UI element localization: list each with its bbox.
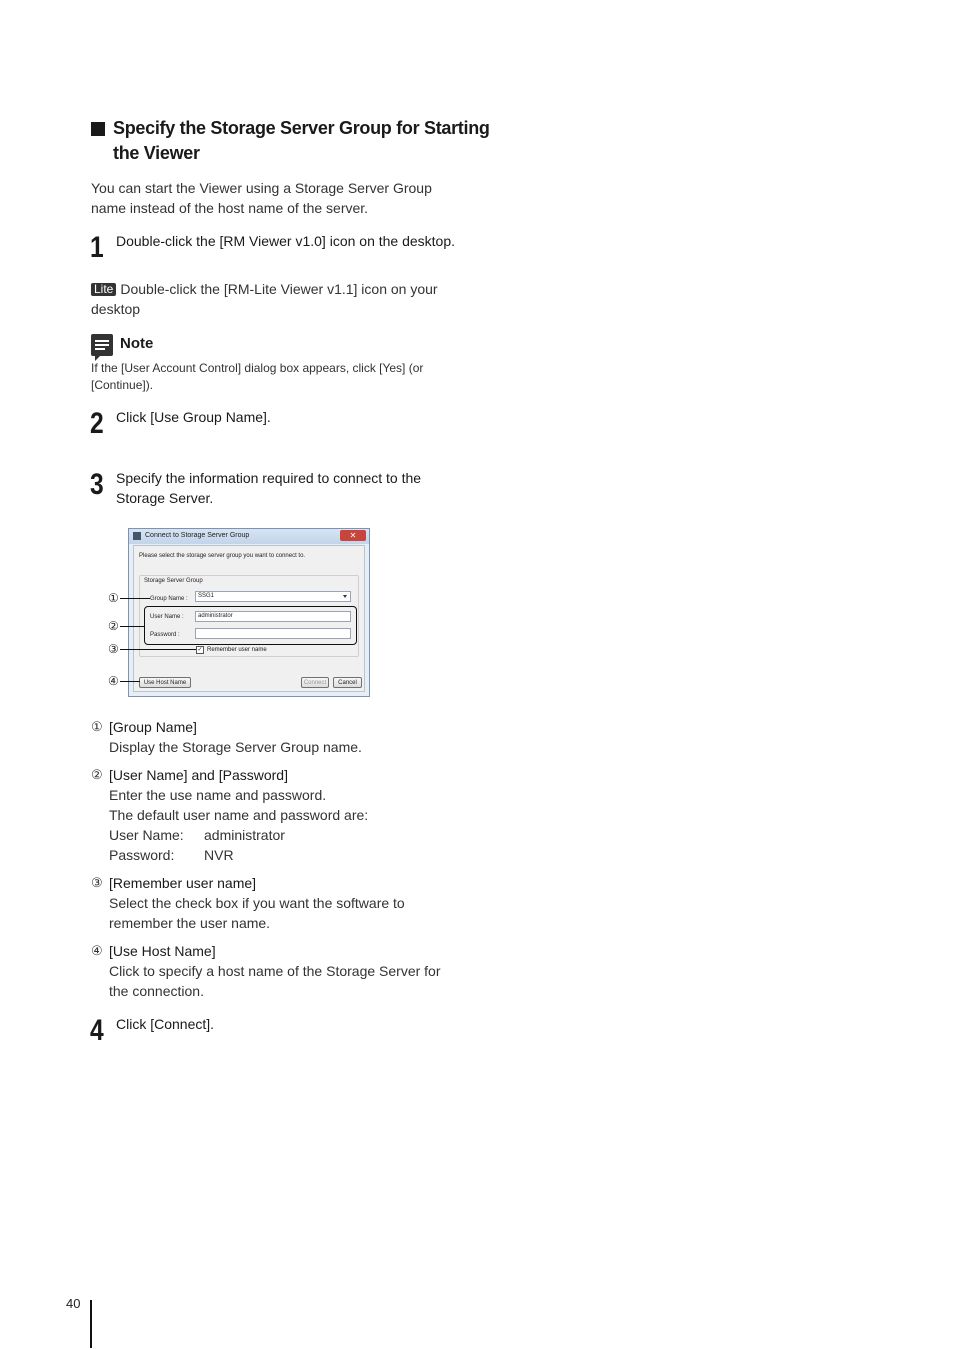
group-name-select[interactable] [195, 591, 351, 602]
page-rule [90, 1300, 92, 1348]
server-group-label: Storage Server Group [144, 578, 203, 584]
step-3-text [116, 468, 421, 508]
default-password-key: Password: [109, 847, 175, 863]
lite-badge: Lite [91, 283, 116, 296]
group-name-label: Group Name : [150, 596, 188, 602]
dropdown-arrow-icon [343, 595, 347, 598]
item-2-title: [User Name] and [Password] [109, 767, 288, 783]
dialog-titlebar [129, 529, 369, 544]
user-name-label: User Name : [150, 614, 184, 620]
callout-2: ② [108, 619, 119, 633]
item-3-title: [Remember user name] [109, 875, 257, 891]
section-heading [91, 116, 491, 166]
app-icon [133, 532, 141, 540]
heading-square-bullet [91, 122, 105, 136]
default-user-value: administrator [204, 827, 285, 843]
step-1-number: 1 [90, 231, 104, 264]
lite-paragraph [91, 279, 471, 319]
default-password-value: NVR [204, 847, 234, 863]
item-4-number: ④ [91, 943, 103, 958]
item-3 [91, 873, 471, 933]
step-4-number: 4 [90, 1014, 104, 1047]
callout-4: ④ [108, 674, 119, 688]
group-name-value: SSG1 [198, 593, 215, 599]
callout-1-line [120, 598, 150, 599]
default-user-row [109, 825, 471, 845]
credentials-highlight [144, 606, 357, 645]
intro-line-2: name instead of the host name of the server. [91, 200, 369, 216]
item-3-number: ③ [91, 875, 103, 890]
note-line-2: [Continue]). [91, 378, 154, 392]
intro-line-1: You can start the Viewer using a Storage Server Group [91, 180, 432, 196]
dialog-instruction: Please select the storage server group you want to connect to. [139, 553, 306, 559]
item-4-title: [Use Host Name] [109, 943, 216, 959]
item-3-line-2: remember the user name. [109, 915, 271, 931]
item-2-number: ② [91, 767, 103, 782]
item-4 [91, 941, 471, 1001]
note-title: Note [120, 335, 154, 352]
default-password-row [109, 845, 471, 865]
item-2-line-2: The default user name and password are: [109, 807, 369, 823]
user-name-input[interactable]: administrator [195, 611, 351, 622]
close-icon[interactable]: ✕ [340, 530, 366, 541]
dialog-title: Connect to Storage Server Group [145, 532, 250, 539]
item-1-number: ① [91, 719, 103, 734]
connect-button[interactable]: Connect [301, 677, 329, 688]
remember-label: Remember user name [207, 647, 267, 653]
cancel-button[interactable]: Cancel [333, 677, 362, 688]
callout-3: ③ [108, 642, 119, 656]
item-4-line-1: Click to specify a host name of the Storage Server for [109, 963, 441, 979]
step-2-text: Click [Use Group Name]. [116, 409, 271, 425]
note-icon [91, 334, 113, 356]
default-user-key: User Name: [109, 827, 184, 843]
heading-line-1: Specify the Storage Server Group for Starting [113, 118, 490, 138]
callout-1: ① [108, 591, 119, 605]
callout-4-line [120, 681, 140, 682]
item-1-line-1: Display the Storage Server Group name. [109, 739, 362, 755]
remember-checkbox[interactable]: ✓ [197, 647, 203, 653]
note-body [91, 360, 423, 394]
step-1-text: Double-click the [RM Viewer v1.0] icon on the desktop. [116, 233, 456, 249]
step-3-number: 3 [90, 468, 104, 501]
step-3-line-2: Storage Server. [116, 490, 214, 506]
callout-3-line [120, 649, 196, 650]
step-3-line-1: Specify the information required to connect to the [116, 470, 422, 486]
item-3-line-1: Select the check box if you want the software to [109, 895, 405, 911]
page-number: 40 [66, 1296, 81, 1311]
intro-paragraph [91, 178, 432, 218]
item-1 [91, 717, 471, 757]
password-label: Password : [150, 632, 180, 638]
step-4-text: Click [Connect]. [116, 1016, 215, 1032]
note-line-1: If the [User Account Control] dialog box appears, click [Yes] (or [91, 361, 424, 375]
item-2-line-1: Enter the use name and password. [109, 787, 327, 803]
lite-line-2: desktop [91, 301, 141, 317]
use-host-name-button[interactable]: Use Host Name [139, 677, 191, 688]
lite-line-1: Double-click the [RM-Lite Viewer v1.1] icon on your [120, 281, 438, 297]
item-4-line-2: the connection. [109, 983, 204, 999]
step-2-number: 2 [90, 407, 104, 440]
item-1-title: [Group Name] [109, 719, 197, 735]
item-2 [91, 765, 471, 865]
callout-2-line [120, 626, 144, 627]
heading-line-2: the Viewer [113, 143, 200, 163]
